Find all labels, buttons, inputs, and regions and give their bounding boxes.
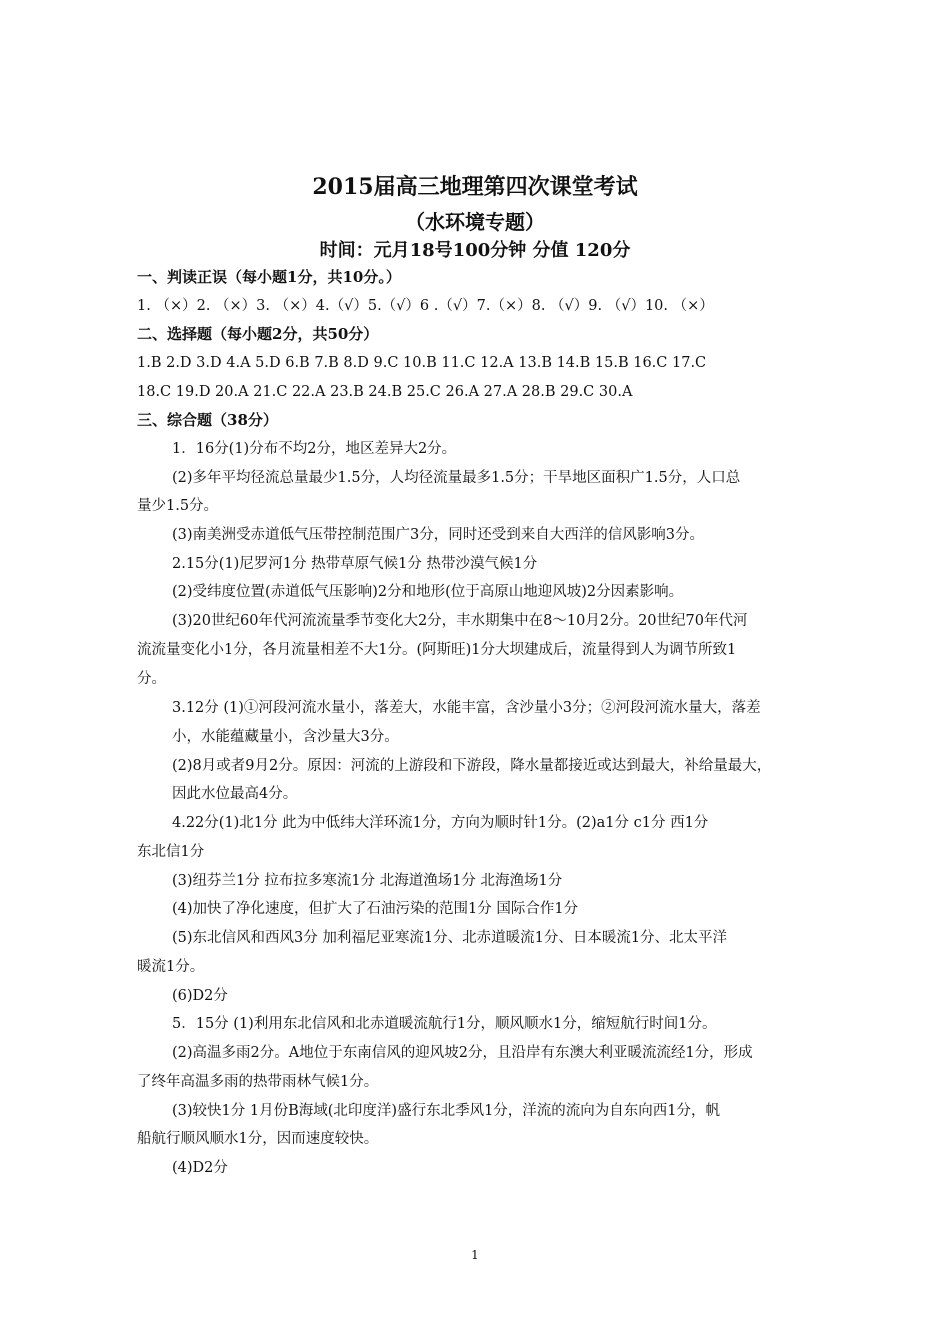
- answer-line: 船航行顺风顺水1分，因而速度较快。: [137, 1131, 379, 1147]
- answer-line: 因此水位最高4分。: [172, 786, 298, 802]
- answer-line: 4.22分(1)北1分 此为中低纬大洋环流1分，方向为顺时针1分。(2)a1分 c1分 西1分: [172, 815, 709, 831]
- exam-subtitle: （水环境专题）: [405, 210, 545, 234]
- answer-line: 1. （×）2. （×）3. （×）4.（√）5.（√）6 .（√）7.（×）8. （√）9. （√）10. （×）: [137, 298, 714, 314]
- answer-line: 分。: [137, 671, 166, 687]
- section-heading-judgement: 一、判读正误（每小题1分，共10分。）: [137, 268, 401, 286]
- answer-line: 1．16分(1)分布不均2分，地区差异大2分。: [172, 441, 457, 457]
- exam-title: 2015届高三地理第四次课堂考试: [312, 174, 638, 200]
- answer-line: 5．15分 (1)利用东北信风和北赤道暖流航行1分，顺风顺水1分，缩短航行时间1分。: [172, 1016, 717, 1032]
- answer-line: (2)8月或者9月2分。原因：河流的上游段和下游段，降水量都接近或达到最大，补给量最大，: [172, 758, 772, 774]
- answer-line: 小，水能蕴藏量小，含沙量大3分。: [172, 729, 399, 745]
- answer-line: 1.B 2.D 3.D 4.A 5.D 6.B 7.B 8.D 9.C 10.B 11.C 12.A 13.B 14.B 15.B 16.C 17.C: [137, 355, 707, 371]
- answer-line: (6)D2分: [172, 988, 228, 1004]
- answer-line: 18.C 19.D 20.A 21.C 22.A 23.B 24.B 25.C 26.A 27.A 28.B 29.C 30.A: [137, 384, 633, 400]
- answer-line: (4)加快了净化速度，但扩大了石油污染的范围1分 国际合作1分: [172, 901, 579, 917]
- answer-line: 流流量变化小1分，各月流量相差不大1分。(阿斯旺)1分大坝建成后，流量得到人为调节所致1: [137, 642, 737, 658]
- answer-line: (3)较快1分 1月份B海域(北印度洋)盛行东北季风1分，洋流的流向为自东向西1分，帆: [172, 1103, 721, 1119]
- section-heading-choice: 二、选择题（每小题2分，共50分）: [137, 325, 379, 343]
- answer-line: (2)受纬度位置(赤道低气压影响)2分和地形(位于高原山地迎风坡)2分因素影响。: [172, 584, 684, 600]
- answer-line: 量少1.5分。: [137, 498, 219, 514]
- answer-line: 3.12分 (1)①河段河流水量小，落差大，水能丰富，含沙量小3分；②河段河流水量大，落差: [172, 700, 761, 716]
- exam-time-score: 时间：元月18号100分钟 分值 120分: [319, 240, 631, 261]
- answer-line: 东北信1分: [137, 844, 205, 860]
- answer-line: (5)东北信风和西风3分 加利福尼亚寒流1分、北赤道暖流1分、日本暖流1分、北太平洋: [172, 930, 728, 946]
- answer-line: (3)纽芬兰1分 拉布拉多寒流1分 北海道渔场1分 北海渔场1分: [172, 873, 563, 889]
- page-number: 1: [471, 1248, 479, 1262]
- answer-line: (3)南美洲受赤道低气压带控制范围广3分，同时还受到来自大西洋的信风影响3分。: [172, 527, 704, 543]
- answer-line: (3)20世纪60年代河流流量季节变化大2分，丰水期集中在8～10月2分。20世纪70年代河: [172, 613, 748, 629]
- answer-line: (2)多年平均径流总量最少1.5分，人均径流量最多1.5分；干旱地区面积广1.5分，人口总: [172, 470, 741, 486]
- answer-line: (4)D2分: [172, 1160, 228, 1176]
- section-heading-comprehensive: 三、综合题（38分）: [137, 411, 278, 429]
- answer-line: 暖流1分。: [137, 959, 205, 975]
- answer-line: (2)高温多雨2分。A地位于东南信风的迎风坡2分，且沿岸有东澳大利亚暖流流经1分，形成: [172, 1045, 753, 1061]
- answer-line: 2.15分(1)尼罗河1分 热带草原气候1分 热带沙漠气候1分: [172, 556, 538, 572]
- answer-line: 了终年高温多雨的热带雨林气候1分。: [137, 1074, 379, 1090]
